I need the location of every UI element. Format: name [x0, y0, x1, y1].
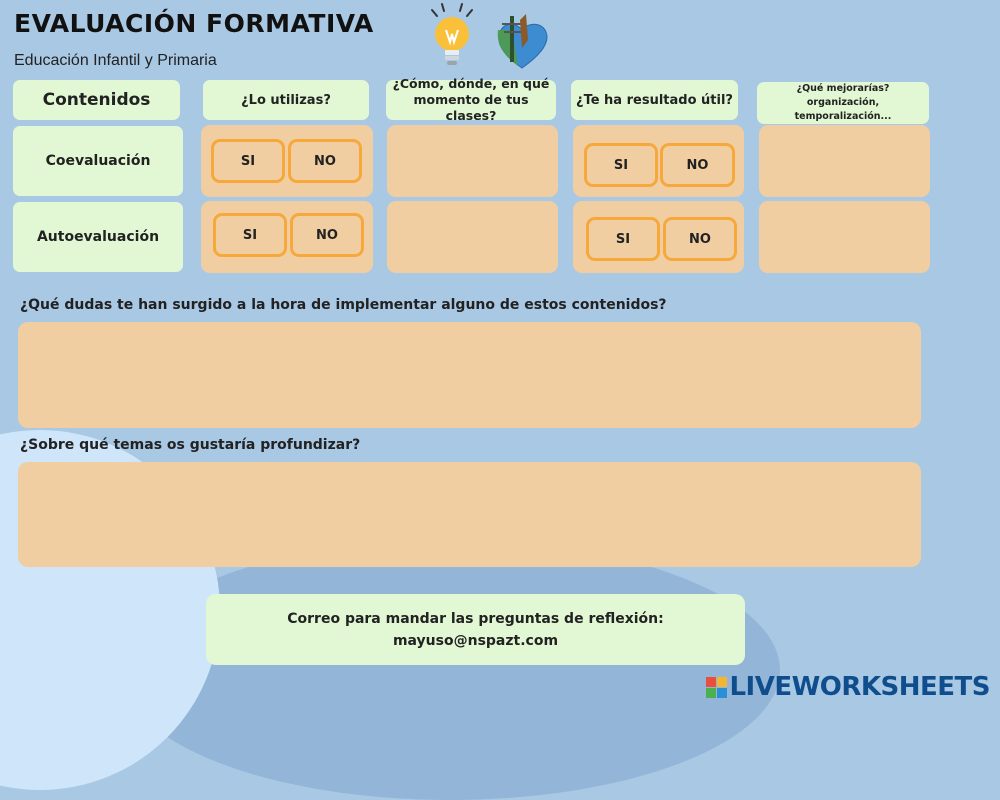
autoevaluacion-use-no-button[interactable]: NO: [290, 213, 364, 257]
header-lo-utilizas: ¿Lo utilizas?: [203, 80, 369, 120]
coevaluacion-use-si-button[interactable]: SI: [211, 139, 285, 183]
autoevaluacion-how-input[interactable]: [387, 201, 558, 273]
row-label-coevaluacion: Coevaluación: [13, 126, 183, 196]
coevaluacion-use-no-button[interactable]: NO: [288, 139, 362, 183]
liveworksheets-text: LIVEWORKSHEETS: [729, 672, 990, 702]
autoevaluacion-useful-no-button[interactable]: NO: [663, 217, 737, 261]
question-dudas: ¿Qué dudas te han surgido a la hora de implementar alguno de estos contenidos?: [20, 297, 667, 313]
autoevaluacion-useful-si-button[interactable]: SI: [586, 217, 660, 261]
autoevaluacion-improve-input[interactable]: [759, 201, 930, 273]
header-mejorarias: ¿Qué mejorarías? organización, temporalización...: [757, 82, 929, 124]
email-label: Correo para mandar las preguntas de reflexión:: [287, 610, 664, 627]
email-box: [206, 594, 745, 665]
page-subtitle: Educación Infantil y Primaria: [14, 52, 217, 69]
email-address: mayuso@nspazt.com: [392, 632, 559, 649]
header-util: ¿Te ha resultado útil?: [571, 80, 738, 120]
autoevaluacion-use-si-button[interactable]: SI: [213, 213, 287, 257]
liveworksheets-logo: [706, 672, 990, 702]
coevaluacion-useful-no-button[interactable]: NO: [660, 143, 735, 187]
header-como-donde: ¿Cómo, dónde, en qué momento de tus clases?: [386, 80, 556, 120]
lightbulb-icon: [424, 2, 480, 74]
coevaluacion-useful-si-button[interactable]: SI: [584, 143, 658, 187]
header-contenidos: Contenidos: [13, 80, 180, 120]
school-crest-icon: [492, 10, 552, 72]
page-title: EVALUACIÓN FORMATIVA: [14, 9, 374, 38]
background-shape: [120, 540, 780, 800]
row-label-autoevaluacion: Autoevaluación: [13, 202, 183, 272]
coevaluacion-improve-input[interactable]: [759, 125, 930, 197]
liveworksheets-mark-icon: [706, 677, 727, 698]
dudas-answer-input[interactable]: [18, 322, 921, 428]
coevaluacion-how-input[interactable]: [387, 125, 558, 197]
question-profundizar: ¿Sobre qué temas os gustaría profundizar?: [20, 437, 361, 453]
profundizar-answer-input[interactable]: [18, 462, 921, 567]
